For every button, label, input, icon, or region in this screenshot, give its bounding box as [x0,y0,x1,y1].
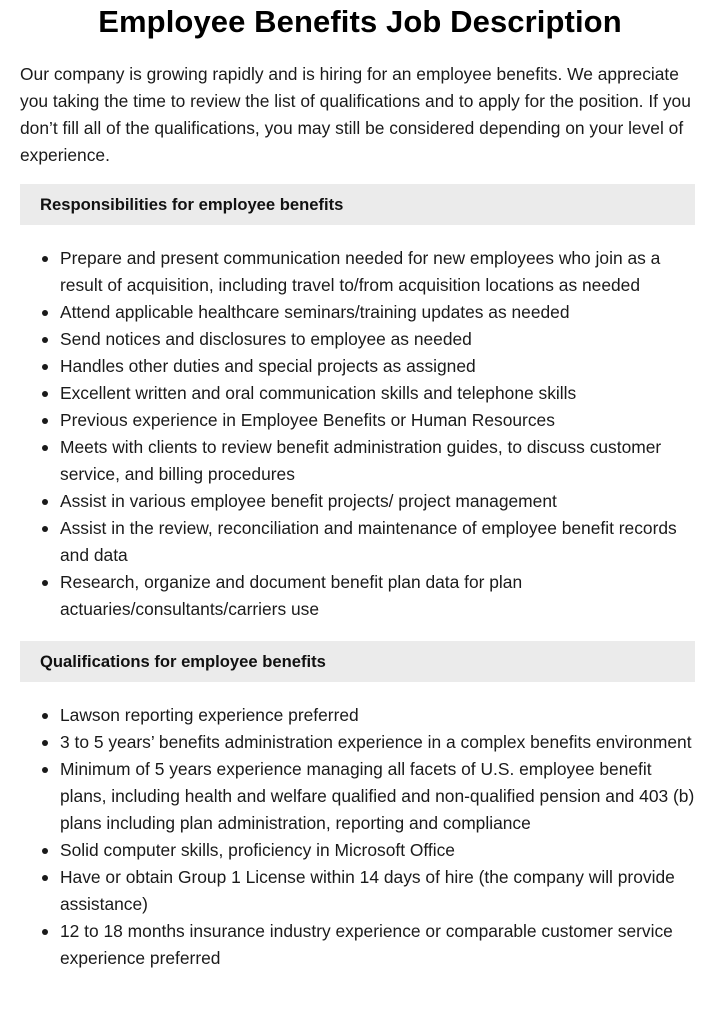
list-item [20,515,700,569]
list-item-text: Assist in various employee benefit projects/ project management [60,491,557,511]
list-item-text: Prepare and present communication needed for new employees who join as a result of acquisition, including travel to/from acquisition locations as needed [60,248,661,295]
qualifications-list [20,702,700,972]
list-item [20,326,700,353]
list-item [20,864,700,918]
bullet-icon [42,418,48,424]
list-item [20,353,700,380]
list-item [20,245,700,299]
list-item-text: Send notices and disclosures to employee as needed [60,329,472,349]
list-item [20,407,700,434]
bullet-icon [42,364,48,370]
list-item-text: Have or obtain Group 1 License within 14 days of hire (the company will provide assistance) [60,867,675,914]
list-item [20,918,700,972]
list-item-text: 3 to 5 years’ benefits administration experience in a complex benefits environment [60,732,692,752]
bullet-icon [42,337,48,343]
list-item [20,434,700,488]
list-item-text: Handles other duties and special projects as assigned [60,356,476,376]
responsibilities-header [20,184,695,225]
responsibilities-heading: Responsibilities for employee benefits [40,194,344,214]
responsibilities-list [20,245,700,623]
bullet-icon [42,310,48,316]
list-item-text: Attend applicable healthcare seminars/training updates as needed [60,302,570,322]
intro-paragraph: Our company is growing rapidly and is hiring for an employee benefits. We appreciate you taking the time to review the list of qualifications and to apply for the position. If you don’t fill all of the qualifications, you may still be considered depending on your level of experience. [20,64,691,165]
list-item [20,569,700,623]
bullet-icon [42,256,48,262]
list-item-text: Assist in the review, reconciliation and maintenance of employee benefit records and data [60,518,677,565]
bullet-icon [42,929,48,935]
bullet-icon [42,740,48,746]
bullet-icon [42,391,48,397]
list-item [20,837,700,864]
bullet-icon [42,526,48,532]
list-item-text: Research, organize and document benefit plan data for plan actuaries/consultants/carriers use [60,572,523,619]
bullet-icon [42,713,48,719]
list-item-text: Excellent written and oral communication skills and telephone skills [60,383,577,403]
bullet-icon [42,875,48,881]
list-item [20,729,700,756]
list-item-text: Lawson reporting experience preferred [60,705,359,725]
bullet-icon [42,580,48,586]
list-item-text: Solid computer skills, proficiency in Microsoft Office [60,840,455,860]
qualifications-header [20,641,695,682]
qualifications-heading: Qualifications for employee benefits [40,651,326,671]
bullet-icon [42,499,48,505]
list-item [20,380,700,407]
list-item [20,756,700,837]
list-item-text: 12 to 18 months insurance industry experience or comparable customer service experience preferred [60,921,673,968]
list-item-text: Minimum of 5 years experience managing all facets of U.S. employee benefit plans, including health and welfare qualified and non-qualified pension and 403 (b) plans including plan administration, reporting and compliance [60,759,695,833]
list-item [20,702,700,729]
bullet-icon [42,445,48,451]
list-item-text: Meets with clients to review benefit administration guides, to discuss customer service, and billing procedures [60,437,662,484]
list-item [20,299,700,326]
page-title: Employee Benefits Job Description [98,4,622,39]
bullet-icon [42,767,48,773]
list-item [20,488,700,515]
bullet-icon [42,848,48,854]
list-item-text: Previous experience in Employee Benefits or Human Resources [60,410,555,430]
